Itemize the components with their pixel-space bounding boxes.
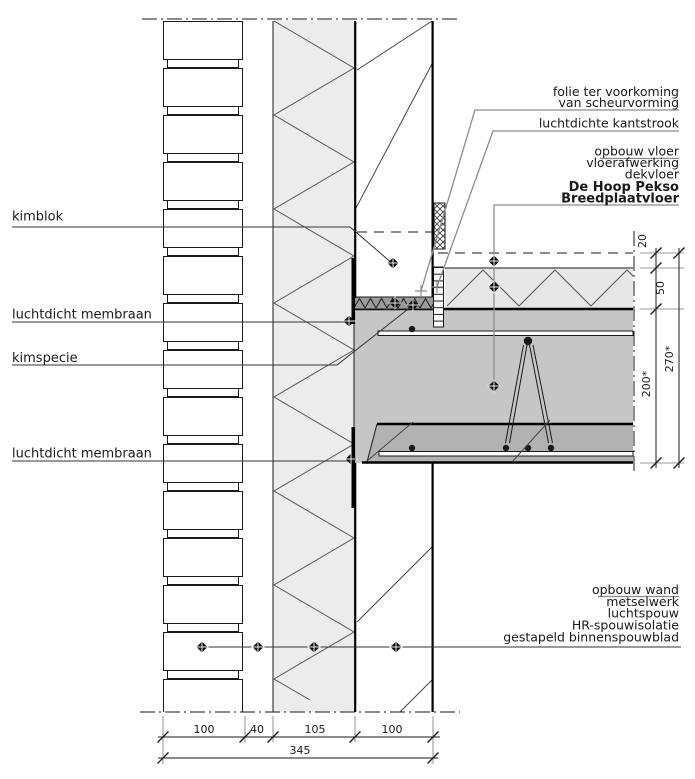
dim-200-slab: 200* [640, 370, 653, 398]
airtight-edge-strip [434, 267, 444, 327]
cavity-insulation [273, 20, 355, 712]
floor-buildup-layer3: De Hoop Pekso [568, 180, 679, 195]
wall-buildup-layer1: metselwerk [606, 594, 679, 609]
label-kantstrook: luchtdichte kantstrook [538, 115, 679, 131]
dim-100-outer: 100 [193, 723, 215, 736]
floor-buildup-layer1: vloerafwerking [586, 155, 679, 170]
label-kimspecie: kimspecie [12, 351, 78, 366]
dim-40-cavity: 40 [250, 723, 264, 736]
floor-insulation-layer [445, 268, 633, 309]
outer-brick-leaf [163, 21, 243, 712]
dim-100-inner: 100 [381, 723, 403, 736]
wall-buildup-title: opbouw wand [591, 582, 679, 597]
dim-345-total: 345 [289, 744, 311, 757]
label-kimblok: kimblok [12, 209, 64, 225]
label-folie-line1: folie ter voorkoming [552, 84, 679, 99]
floor-buildup-layer2: dekvloer [624, 166, 679, 182]
dim-270-total: 270* [663, 345, 676, 373]
wall-buildup-layer3: HR-spouwisolatie [571, 617, 679, 633]
floor-buildup-layer4: Breedplaatvloer [561, 191, 679, 207]
label-folie-line2: van scheurvorming [558, 95, 679, 110]
dim-105-insulation: 105 [304, 723, 326, 736]
label-membraan-lower: luchtdicht membraan [12, 446, 152, 462]
wall-buildup-layer2: luchtspouw [607, 605, 679, 621]
floor-buildup-title: opbouw vloer [594, 143, 679, 159]
dim-20-screed: 20 [636, 234, 649, 248]
dim-50-insulation: 50 [654, 281, 667, 295]
label-membraan-upper: luchtdicht membraan [12, 307, 152, 323]
wall-buildup-layer4: gestapeld binnenspouwblad [503, 629, 679, 645]
